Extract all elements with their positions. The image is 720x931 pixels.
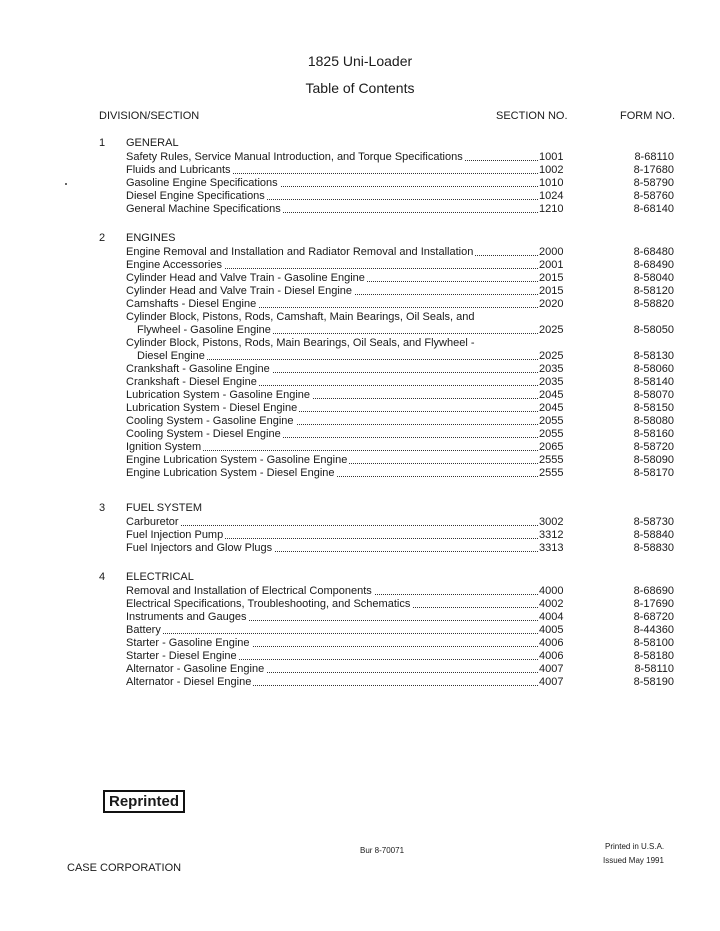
entry-title: Instruments and Gauges (126, 611, 247, 623)
toc-entry (0, 454, 720, 467)
entry-leader (126, 376, 538, 389)
division-entries (0, 585, 720, 689)
entry-section-number: 2035 (539, 363, 564, 375)
entry-title: Carburetor (126, 516, 179, 528)
entry-form-number: 8-58790 (633, 177, 674, 189)
entry-leader (126, 272, 538, 285)
entry-leader (126, 529, 538, 542)
entry-form-number: 8-58060 (633, 363, 674, 375)
reprinted-stamp: Reprinted (103, 790, 185, 813)
entry-form-number: 8-58130 (633, 350, 674, 362)
toc-entry (0, 190, 720, 203)
entry-section-number: 4006 (539, 650, 564, 662)
entry-form-number: 8-58170 (633, 467, 674, 479)
entry-section-number: 2555 (539, 454, 564, 466)
toc-entry (0, 298, 720, 311)
division-number: 4 (99, 571, 106, 583)
entry-leader (126, 246, 538, 259)
entry-leader (126, 585, 538, 598)
toc-entry (0, 203, 720, 216)
entry-form-number: 8-58110 (634, 663, 674, 675)
entry-form-number: 8-58730 (633, 516, 674, 528)
toc-entry (0, 428, 720, 441)
toc-entry (0, 611, 720, 624)
entry-title: Safety Rules, Service Manual Introduction, and Torque Specifications (126, 151, 463, 163)
toc-entry (0, 272, 720, 285)
entry-title: Engine Lubrication System - Gasoline Engine (126, 454, 348, 466)
entry-leader (126, 402, 538, 415)
toc-entry (0, 151, 720, 164)
entry-section-number: 2055 (539, 428, 564, 440)
toc-entry (0, 441, 720, 454)
column-header-form-no: FORM NO. (620, 110, 675, 122)
entry-section-number: 4004 (539, 611, 564, 623)
entry-title-continued: Diesel Engine (137, 350, 205, 362)
entry-leader (126, 441, 538, 454)
entry-leader (126, 542, 538, 555)
entry-section-number: 3312 (539, 529, 564, 541)
company-name: CASE CORPORATION (67, 862, 182, 874)
entry-section-number: 2015 (539, 272, 564, 284)
dot-leader (126, 525, 538, 526)
toc-entry (0, 650, 720, 663)
entry-title: Engine Lubrication System - Diesel Engine (126, 467, 335, 479)
entry-section-number: 1002 (539, 164, 564, 176)
entry-form-number: 8-58760 (633, 190, 674, 202)
entry-title: Cylinder Head and Valve Train - Diesel Engine (126, 285, 353, 297)
division-name: ENGINES (126, 232, 176, 244)
toc-entry (0, 542, 720, 555)
entry-form-number: 8-58720 (633, 441, 674, 453)
toc-entry (0, 389, 720, 402)
entry-title: Cooling System - Diesel Engine (126, 428, 281, 440)
entry-form-number: 8-58140 (633, 376, 674, 388)
entry-leader (126, 637, 538, 650)
toc-entry (0, 516, 720, 529)
entry-section-number: 2015 (539, 285, 564, 297)
dot-leader (126, 633, 538, 634)
entry-form-number: 8-58050 (633, 324, 674, 336)
entry-leader (126, 415, 538, 428)
entry-leader (126, 650, 538, 663)
toc-entry (0, 376, 720, 389)
entry-section-number: 1210 (539, 203, 564, 215)
entry-leader (126, 151, 538, 164)
entry-form-number: 8-17690 (633, 598, 674, 610)
entry-leader (137, 324, 538, 337)
entry-title: Cylinder Block, Pistons, Rods, Camshaft, Main Bearings, Oil Seals, and (126, 311, 475, 323)
entry-title: Removal and Installation of Electrical Components (126, 585, 372, 597)
entry-form-number: 8-68690 (633, 585, 674, 597)
form-number: Bur 8-70071 (360, 846, 405, 855)
column-header-section-no: SECTION NO. (496, 110, 568, 122)
entry-section-number: 2020 (539, 298, 564, 310)
entry-title: Starter - Gasoline Engine (126, 637, 250, 649)
toc-entry (0, 337, 720, 363)
entry-leader (126, 516, 538, 529)
division-number: 1 (99, 137, 106, 149)
entry-title: Cylinder Block, Pistons, Rods, Main Bearings, Oil Seals, and Flywheel - (126, 337, 475, 349)
entry-section-number: 2025 (539, 324, 564, 336)
entry-section-number: 2025 (539, 350, 564, 362)
entry-title: Alternator - Gasoline Engine (126, 663, 265, 675)
entry-title: Lubrication System - Diesel Engine (126, 402, 298, 414)
entry-section-number: 4007 (539, 676, 564, 688)
entry-title: Cylinder Head and Valve Train - Gasoline Engine (126, 272, 365, 284)
entry-title: Ignition System (126, 441, 202, 453)
entry-form-number: 8-68140 (633, 203, 674, 215)
entry-title: Crankshaft - Diesel Engine (126, 376, 257, 388)
entry-section-number: 4000 (539, 585, 564, 597)
entry-section-number: 1001 (539, 151, 564, 163)
entry-title-continued: Flywheel - Gasoline Engine (137, 324, 271, 336)
issue-date: Issued May 1991 (603, 856, 664, 865)
entry-title: Engine Accessories (126, 259, 222, 271)
toc-entry (0, 663, 720, 676)
entry-form-number: 8-58190 (633, 676, 674, 688)
entry-leader (126, 389, 538, 402)
entry-leader (126, 611, 538, 624)
entry-form-number: 8-58180 (633, 650, 674, 662)
toc-entry (0, 285, 720, 298)
entry-title: Lubrication System - Gasoline Engine (126, 389, 311, 401)
entry-leader (126, 298, 538, 311)
entry-form-number: 8-68110 (634, 151, 674, 163)
entry-title: Cooling System - Gasoline Engine (126, 415, 294, 427)
entry-section-number: 1010 (539, 177, 564, 189)
division-entries (0, 151, 720, 216)
entry-leader (126, 676, 538, 689)
entry-form-number: 8-68490 (633, 259, 674, 271)
entry-section-number: 4005 (539, 624, 564, 636)
toc-entry (0, 624, 720, 637)
entry-section-number: 2045 (539, 402, 564, 414)
entry-title: Diesel Engine Specifications (126, 190, 265, 202)
entry-form-number: 8-58080 (633, 415, 674, 427)
division-name: GENERAL (126, 137, 179, 149)
division-name: FUEL SYSTEM (126, 502, 202, 514)
toc-entry (0, 676, 720, 689)
toc-entry (0, 246, 720, 259)
entry-section-number: 2001 (539, 259, 564, 271)
entry-form-number: 8-58090 (633, 454, 674, 466)
toc-entry (0, 637, 720, 650)
toc-entry (0, 164, 720, 177)
entry-leader (126, 190, 538, 203)
entry-leader (126, 454, 538, 467)
entry-form-number: 8-58150 (633, 402, 674, 414)
toc-entry (0, 415, 720, 428)
entry-section-number: 4007 (539, 663, 564, 675)
entry-section-number: 1024 (539, 190, 564, 202)
entry-title: Fuel Injection Pump (126, 529, 224, 541)
entry-title: Battery (126, 624, 161, 636)
toc-entry (0, 529, 720, 542)
division-entries (0, 246, 720, 480)
toc-entry (0, 363, 720, 376)
entry-title: Electrical Specifications, Troubleshooting, and Schematics (126, 598, 411, 610)
toc-entry (0, 598, 720, 611)
entry-form-number: 8-68480 (633, 246, 674, 258)
entry-title: General Machine Specifications (126, 203, 281, 215)
entry-leader (126, 259, 538, 272)
entry-form-number: 8-68720 (633, 611, 674, 623)
entry-leader (126, 467, 538, 480)
entry-leader (126, 428, 538, 441)
toc-entry (0, 311, 720, 337)
entry-section-number: 3002 (539, 516, 564, 528)
entry-form-number: 8-58120 (633, 285, 674, 297)
division-entries (0, 516, 720, 555)
entry-title: Engine Removal and Installation and Radiator Removal and Installation (126, 246, 474, 258)
entry-section-number: 2000 (539, 246, 564, 258)
entry-title: Starter - Diesel Engine (126, 650, 237, 662)
entry-form-number: 8-58040 (633, 272, 674, 284)
entry-leader (126, 203, 538, 216)
entry-leader (126, 624, 538, 637)
entry-form-number: 8-44360 (633, 624, 674, 636)
division-number: 2 (99, 232, 106, 244)
toc-entry (0, 585, 720, 598)
entry-form-number: 8-58100 (633, 637, 674, 649)
entry-title: Fuel Injectors and Glow Plugs (126, 542, 273, 554)
toc-heading: Table of Contents (305, 80, 415, 96)
column-header-division: DIVISION/SECTION (99, 110, 200, 122)
division-number: 3 (99, 502, 106, 514)
entry-form-number: 8-58070 (633, 389, 674, 401)
entry-leader (126, 285, 538, 298)
entry-section-number: 2065 (539, 441, 564, 453)
entry-section-number: 4002 (539, 598, 564, 610)
entry-section-number: 2035 (539, 376, 564, 388)
entry-title: Fluids and Lubricants (126, 164, 231, 176)
toc-entry (0, 259, 720, 272)
entry-leader (126, 663, 538, 676)
toc-entry (0, 177, 720, 190)
division-name: ELECTRICAL (126, 571, 194, 583)
entry-leader (126, 177, 538, 190)
entry-title: Camshafts - Diesel Engine (126, 298, 257, 310)
entry-form-number: 8-58820 (633, 298, 674, 310)
entry-leader (126, 363, 538, 376)
entry-section-number: 4006 (539, 637, 564, 649)
entry-form-number: 8-58160 (633, 428, 674, 440)
entry-leader (126, 164, 538, 177)
entry-title: Crankshaft - Gasoline Engine (126, 363, 270, 375)
entry-title: Alternator - Diesel Engine (126, 676, 252, 688)
entry-leader (126, 598, 538, 611)
printed-in-label: Printed in U.S.A. (605, 842, 665, 851)
entry-leader (137, 350, 538, 363)
entry-form-number: 8-58830 (633, 542, 674, 554)
entry-section-number: 2555 (539, 467, 564, 479)
entry-form-number: 8-17680 (633, 164, 674, 176)
entry-section-number: 2045 (539, 389, 564, 401)
entry-form-number: 8-58840 (633, 529, 674, 541)
entry-section-number: 2055 (539, 415, 564, 427)
document-title: 1825 Uni-Loader (307, 53, 413, 69)
toc-entry (0, 467, 720, 480)
entry-title: Gasoline Engine Specifications (126, 177, 278, 189)
entry-section-number: 3313 (539, 542, 564, 554)
toc-entry (0, 402, 720, 415)
